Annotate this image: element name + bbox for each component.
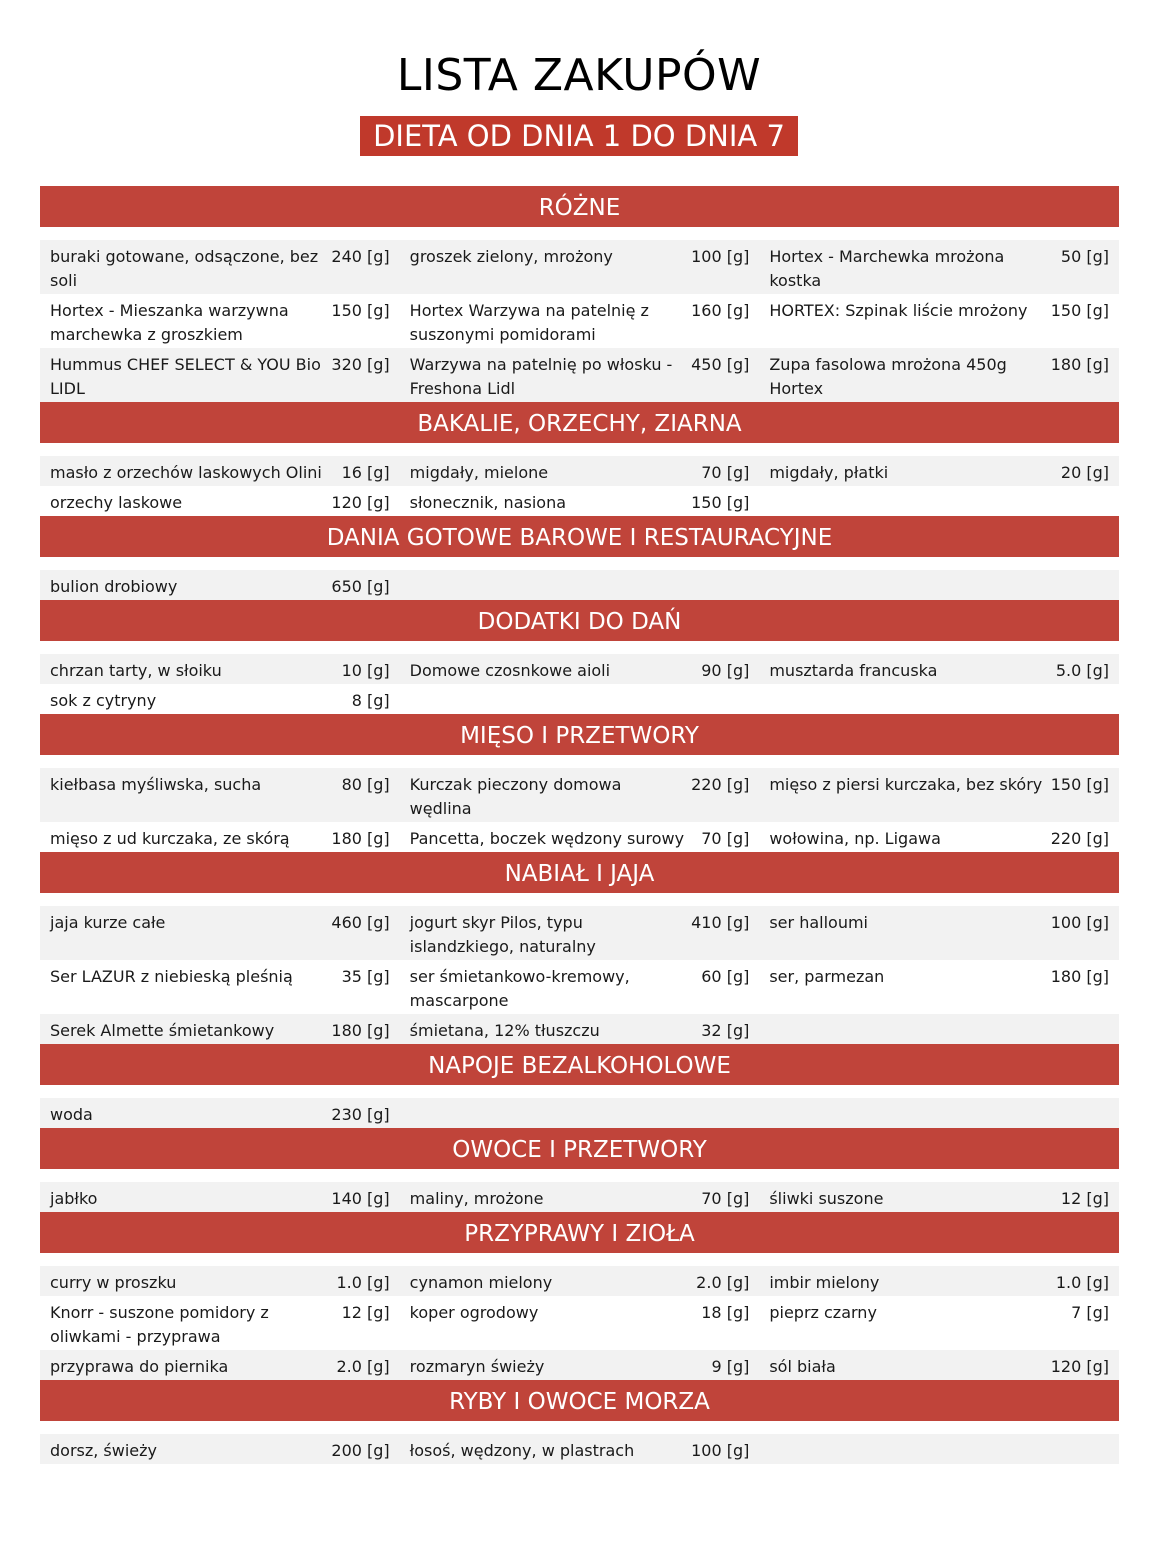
item-quantity: 100 [g]	[1050, 913, 1110, 932]
item-quantity: 150 [g]	[1050, 775, 1110, 794]
category-header: DODATKI DO DAŃ	[40, 600, 1119, 641]
item-quantity: 460 [g]	[331, 913, 390, 932]
item-cell	[400, 965, 760, 1013]
item-cell	[759, 491, 1119, 515]
item-cell	[40, 491, 400, 515]
item-name: dorsz, świeży	[50, 1441, 158, 1460]
item-cell	[40, 1019, 400, 1043]
category-section	[40, 402, 1119, 516]
item-cell	[759, 965, 1119, 1013]
item-quantity: 16 [g]	[341, 463, 390, 482]
item-cell	[759, 827, 1119, 851]
item-cell	[400, 1187, 760, 1211]
item-name: słonecznik, nasiona	[409, 493, 567, 512]
item-quantity: 150 [g]	[691, 493, 750, 512]
item-row	[40, 456, 1119, 486]
item-name: Hummus CHEF SELECT & YOU Bio LIDL	[50, 355, 321, 398]
category-header: BAKALIE, ORZECHY, ZIARNA	[40, 402, 1119, 443]
item-cell	[40, 659, 400, 683]
diet-range-subtitle: DIETA OD DNIA 1 DO DNIA 7	[360, 116, 798, 156]
item-cell	[400, 245, 760, 293]
category-header: DANIA GOTOWE BAROWE I RESTAURACYJNE	[40, 516, 1119, 557]
item-row	[40, 768, 1119, 822]
item-row	[40, 1350, 1119, 1380]
item-name: Hortex - Mieszanka warzywna marchewka z groszkiem	[50, 301, 289, 344]
item-name: Zupa fasolowa mrożona 450g Hortex	[769, 355, 1007, 398]
item-cell	[759, 1187, 1119, 1211]
item-quantity: 1.0 [g]	[336, 1273, 390, 1292]
item-cell	[40, 965, 400, 1013]
item-quantity: 180 [g]	[1050, 967, 1110, 986]
item-name: Knorr - suszone pomidory z oliwkami - przyprawa	[50, 1303, 269, 1346]
item-cell	[40, 299, 400, 347]
item-quantity: 12 [g]	[341, 1303, 390, 1322]
item-cell	[759, 1019, 1119, 1043]
item-quantity: 120 [g]	[1050, 1357, 1110, 1376]
item-quantity: 120 [g]	[331, 493, 390, 512]
item-cell	[759, 575, 1119, 599]
item-quantity: 220 [g]	[1050, 829, 1110, 848]
item-cell	[40, 575, 400, 599]
item-quantity: 450 [g]	[691, 355, 750, 374]
item-cell	[400, 773, 760, 821]
item-name: cynamon mielony	[409, 1273, 553, 1292]
item-name: woda	[50, 1105, 93, 1124]
item-cell	[40, 1301, 400, 1349]
item-quantity: 2.0 [g]	[696, 1273, 750, 1292]
item-name: ser śmietankowo-kremowy, mascarpone	[409, 967, 630, 1010]
item-name: jabłko	[50, 1189, 98, 1208]
item-quantity: 70 [g]	[701, 829, 750, 848]
item-name: migdały, mielone	[409, 463, 549, 482]
item-row	[40, 348, 1119, 402]
category-section	[40, 516, 1119, 600]
item-quantity: 220 [g]	[691, 775, 750, 794]
category-section	[40, 1128, 1119, 1212]
item-name	[769, 575, 1109, 599]
item-quantity: 32 [g]	[701, 1021, 750, 1040]
item-quantity: 230 [g]	[331, 1105, 390, 1124]
category-section	[40, 1212, 1119, 1380]
item-name: imbir mielony	[769, 1273, 880, 1292]
item-cell	[40, 1103, 400, 1127]
item-name: rozmaryn świeży	[409, 1357, 545, 1376]
item-row	[40, 1014, 1119, 1044]
item-name: łosoś, wędzony, w plastrach	[409, 1441, 635, 1460]
item-quantity: 12 [g]	[1060, 1189, 1110, 1208]
item-cell	[759, 659, 1119, 683]
item-cell	[400, 689, 760, 713]
item-name: śmietana, 12% tłuszczu	[409, 1021, 600, 1040]
item-quantity: 35 [g]	[341, 967, 390, 986]
item-cell	[759, 461, 1119, 485]
item-cell	[759, 773, 1119, 821]
item-cell	[400, 911, 760, 959]
item-name: ser, parmezan	[769, 967, 885, 986]
item-name: Domowe czosnkowe aioli	[409, 661, 611, 680]
item-row	[40, 1098, 1119, 1128]
page-title: LISTA ZAKUPÓW	[396, 50, 762, 101]
item-name	[410, 575, 750, 599]
category-section	[40, 600, 1119, 714]
item-quantity: 150 [g]	[331, 301, 390, 320]
item-quantity: 200 [g]	[331, 1441, 390, 1460]
item-row	[40, 1296, 1119, 1350]
item-name: pieprz czarny	[769, 1303, 877, 1322]
item-row	[40, 654, 1119, 684]
item-name: mięso z piersi kurczaka, bez skóry	[769, 775, 1043, 794]
item-name: curry w proszku	[50, 1273, 177, 1292]
item-cell	[400, 461, 760, 485]
item-name: Kurczak pieczony domowa wędlina	[409, 775, 622, 818]
category-section	[40, 1380, 1119, 1464]
item-cell	[400, 659, 760, 683]
category-header: RÓŻNE	[40, 186, 1119, 227]
item-name: wołowina, np. Ligawa	[769, 829, 941, 848]
item-name: bulion drobiowy	[50, 577, 178, 596]
item-cell	[40, 461, 400, 485]
item-cell	[759, 1301, 1119, 1349]
item-quantity: 7 [g]	[1071, 1303, 1110, 1322]
category-header: MIĘSO I PRZETWORY	[40, 714, 1119, 755]
category-section	[40, 186, 1119, 402]
category-section	[40, 714, 1119, 852]
item-quantity: 2.0 [g]	[336, 1357, 390, 1376]
item-name: przyprawa do piernika	[50, 1357, 229, 1376]
item-name: chrzan tarty, w słoiku	[50, 661, 222, 680]
item-cell	[400, 1019, 760, 1043]
category-section	[40, 1044, 1119, 1128]
item-row	[40, 1434, 1119, 1464]
item-quantity: 180 [g]	[331, 829, 390, 848]
item-cell	[40, 1355, 400, 1379]
item-name	[769, 491, 1109, 515]
item-name: musztarda francuska	[769, 661, 938, 680]
item-quantity: 70 [g]	[701, 463, 750, 482]
item-quantity: 50 [g]	[1060, 247, 1110, 266]
item-name: jaja kurze całe	[50, 913, 166, 932]
item-cell	[400, 491, 760, 515]
item-name: sok z cytryny	[50, 691, 157, 710]
item-cell	[400, 1439, 760, 1463]
item-name	[769, 689, 1109, 713]
item-cell	[40, 1439, 400, 1463]
item-name: sól biała	[769, 1357, 836, 1376]
item-name: jogurt skyr Pilos, typu islandzkiego, naturalny	[409, 913, 596, 956]
item-row	[40, 1182, 1119, 1212]
item-cell	[759, 1439, 1119, 1463]
item-cell	[759, 1271, 1119, 1295]
item-name	[769, 1019, 1109, 1043]
item-cell	[759, 245, 1119, 293]
item-row	[40, 570, 1119, 600]
item-name	[410, 1103, 750, 1127]
item-name: mięso z ud kurczaka, ze skórą	[50, 829, 290, 848]
item-cell	[400, 1301, 760, 1349]
item-cell	[759, 299, 1119, 347]
category-header: PRZYPRAWY I ZIOŁA	[40, 1212, 1119, 1253]
item-cell	[759, 911, 1119, 959]
item-cell	[400, 1355, 760, 1379]
item-row	[40, 1266, 1119, 1296]
item-row	[40, 960, 1119, 1014]
item-row	[40, 294, 1119, 348]
item-quantity: 90 [g]	[701, 661, 750, 680]
item-row	[40, 240, 1119, 294]
item-cell	[759, 353, 1119, 401]
item-name: buraki gotowane, odsączone, bez soli	[50, 247, 319, 290]
category-header: NABIAŁ I JAJA	[40, 852, 1119, 893]
item-quantity: 80 [g]	[341, 775, 390, 794]
item-quantity: 160 [g]	[691, 301, 750, 320]
item-quantity: 9 [g]	[711, 1357, 750, 1376]
item-name	[769, 1103, 1109, 1127]
item-cell	[40, 773, 400, 821]
item-cell	[400, 575, 760, 599]
item-name: koper ogrodowy	[409, 1303, 539, 1322]
item-name: orzechy laskowe	[50, 493, 183, 512]
item-name: Hortex - Marchewka mrożona kostka	[769, 247, 1005, 290]
item-quantity: 180 [g]	[331, 1021, 390, 1040]
item-cell	[40, 1187, 400, 1211]
item-quantity: 20 [g]	[1060, 463, 1110, 482]
item-quantity: 100 [g]	[691, 247, 750, 266]
item-cell	[400, 1271, 760, 1295]
category-header: NAPOJE BEZALKOHOLOWE	[40, 1044, 1119, 1085]
item-name: groszek zielony, mrożony	[409, 247, 613, 266]
item-name: śliwki suszone	[769, 1189, 884, 1208]
item-cell	[400, 1103, 760, 1127]
item-cell	[40, 827, 400, 851]
item-name: Hortex Warzywa na patelnię z suszonymi pomidorami	[409, 301, 649, 344]
item-row	[40, 684, 1119, 714]
item-name: maliny, mrożone	[409, 1189, 544, 1208]
item-cell	[759, 1355, 1119, 1379]
category-header: OWOCE I PRZETWORY	[40, 1128, 1119, 1169]
category-section	[40, 852, 1119, 1044]
item-cell	[400, 827, 760, 851]
shopping-list	[40, 186, 1119, 1464]
item-name	[769, 1439, 1109, 1463]
item-quantity: 70 [g]	[701, 1189, 750, 1208]
item-name: Pancetta, boczek wędzony surowy	[409, 829, 685, 848]
item-quantity: 18 [g]	[701, 1303, 750, 1322]
item-cell	[40, 1271, 400, 1295]
item-name: migdały, płatki	[769, 463, 889, 482]
item-cell	[40, 353, 400, 401]
category-header: RYBY I OWOCE MORZA	[40, 1380, 1119, 1421]
item-quantity: 1.0 [g]	[1055, 1273, 1110, 1292]
item-cell	[759, 689, 1119, 713]
item-name: Ser LAZUR z niebieską pleśnią	[50, 967, 293, 986]
item-cell	[40, 245, 400, 293]
item-cell	[40, 911, 400, 959]
item-quantity: 150 [g]	[1050, 301, 1110, 320]
item-quantity: 650 [g]	[331, 577, 390, 596]
item-name: masło z orzechów laskowych Olini	[50, 463, 322, 482]
item-quantity: 410 [g]	[691, 913, 750, 932]
item-row	[40, 906, 1119, 960]
item-name: HORTEX: Szpinak liście mrożony	[769, 301, 1028, 320]
item-name: ser halloumi	[769, 913, 868, 932]
item-quantity: 140 [g]	[331, 1189, 390, 1208]
item-quantity: 10 [g]	[341, 661, 390, 680]
item-name: Serek Almette śmietankowy	[50, 1021, 275, 1040]
subtitle-banner	[0, 116, 1158, 156]
item-quantity: 8 [g]	[351, 691, 390, 710]
item-quantity: 180 [g]	[1050, 355, 1110, 374]
item-quantity: 5.0 [g]	[1055, 661, 1110, 680]
item-cell	[400, 353, 760, 401]
item-row	[40, 486, 1119, 516]
item-name: Warzywa na patelnię po włosku - Freshona Lidl	[409, 355, 673, 398]
item-cell	[759, 1103, 1119, 1127]
item-quantity: 100 [g]	[691, 1441, 750, 1460]
item-quantity: 320 [g]	[331, 355, 390, 374]
item-row	[40, 822, 1119, 852]
item-name: kiełbasa myśliwska, sucha	[50, 775, 262, 794]
item-quantity: 240 [g]	[331, 247, 390, 266]
item-cell	[40, 689, 400, 713]
item-quantity: 60 [g]	[701, 967, 750, 986]
item-cell	[400, 299, 760, 347]
item-name	[410, 689, 750, 713]
